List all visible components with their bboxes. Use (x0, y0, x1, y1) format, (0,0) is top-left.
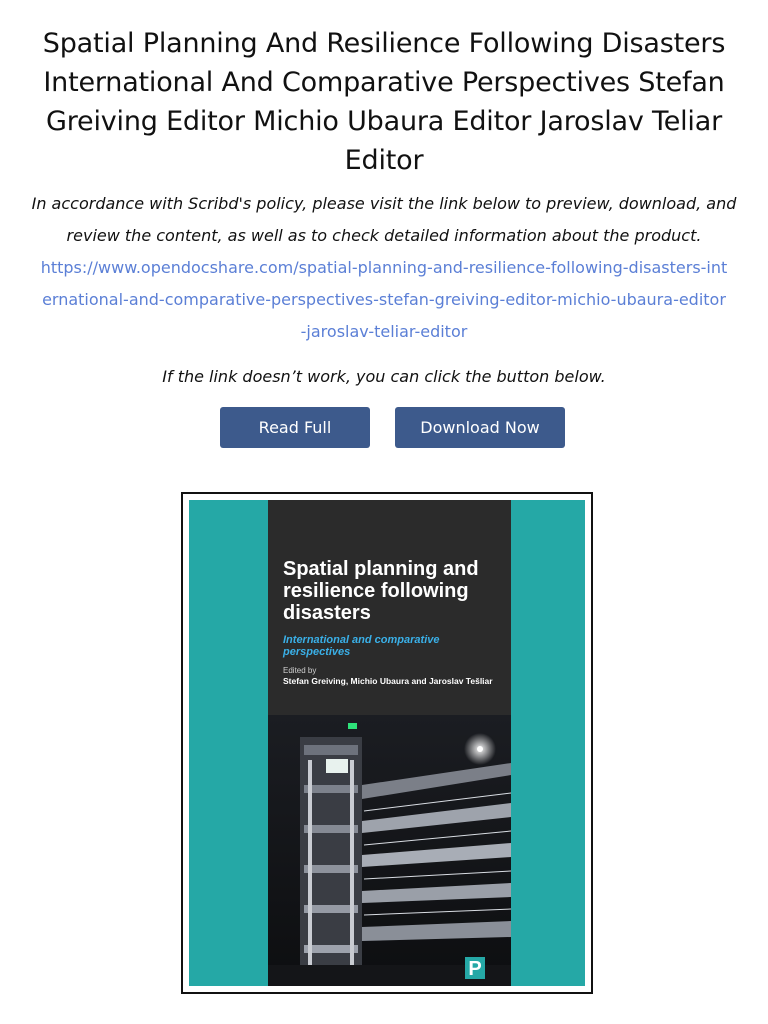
policy-notice: In accordance with Scribd's policy, please visit the link below to preview, download, and review the content, as well as to check detailed information about the product. (31, 194, 737, 245)
fallback-notice: If the link doesn’t work, you can click the button below. (162, 367, 606, 386)
book-cover (189, 500, 585, 986)
cover-photo-illustration (268, 715, 511, 986)
cover-title: Spatial planning and resilience following disasters (283, 558, 479, 624)
cover-photo-parking-structure (268, 715, 511, 986)
book-cover-frame (181, 492, 593, 994)
cover-edited-by: Edited by (283, 666, 317, 675)
cover-center-panel (268, 500, 511, 986)
product-link[interactable]: https://www.opendocshare.com/spatial-planning-and-resilience-following-disasters-international-and-comparative-perspectives-stefan-greiving-editor-michio-ubaura-editor-jaroslav-teliar-editor (40, 258, 728, 341)
cover-editors: Stefan Greiving, Michio Ubaura and Jaroslav Tešliar (283, 676, 493, 686)
publisher-logo-icon (465, 957, 485, 979)
publisher-mark: P (468, 958, 482, 979)
read-full-button[interactable]: Read Full (220, 407, 370, 448)
download-now-button[interactable]: Download Now (395, 407, 565, 448)
page-title: Spatial Planning And Resilience Following Disasters International And Comparative Perspectives Stefan Greiving Editor Michio Ubaura Editor Jaroslav Teliar Editor (42, 28, 726, 176)
cover-subtitle: International and comparative perspectives (283, 634, 440, 658)
